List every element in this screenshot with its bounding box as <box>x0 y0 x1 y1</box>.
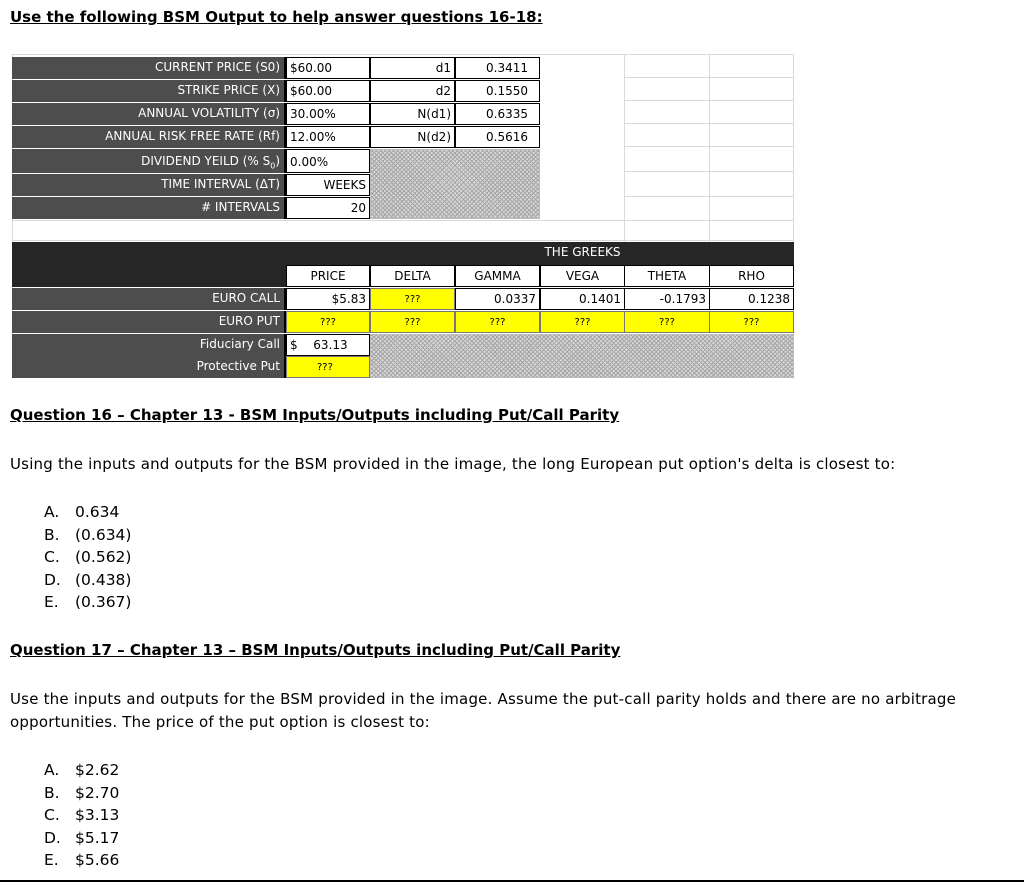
q16-heading: Question 16 – Chapter 13 - BSM Inputs/Outputs including Put/Call Parity <box>10 406 620 424</box>
euro-call-delta: ??? <box>370 288 455 310</box>
euro-call-vega: 0.1401 <box>540 288 625 310</box>
col-header-gamma: GAMMA <box>455 265 540 287</box>
protective-put-value: ??? <box>286 356 370 378</box>
greeks-header-bar <box>12 242 794 265</box>
q17-option-a[interactable]: A. $2.62 <box>44 761 120 779</box>
euro-put-rho: ??? <box>709 311 794 333</box>
row-label-euro-call: EURO CALL <box>12 288 286 310</box>
euro-call-rho: 0.1238 <box>709 288 794 310</box>
col-header-theta: THETA <box>624 265 710 287</box>
q16-option-e[interactable]: E. (0.367) <box>44 593 132 611</box>
q16-option-c[interactable]: C. (0.562) <box>44 548 132 566</box>
fiduciary-call-amount: 63.13 <box>313 338 348 352</box>
greeks-title: THE GREEKS <box>540 242 625 265</box>
input-label-risk-free-rate: ANNUAL RISK FREE RATE (Rf) <box>12 126 286 148</box>
q17-option-b[interactable]: B. $2.70 <box>44 783 120 802</box>
q16-options <box>44 501 131 614</box>
greeks-hatched-cells <box>370 334 794 378</box>
euro-put-delta: ??? <box>370 311 455 333</box>
q17-option-c[interactable]: C. $3.13 <box>44 806 120 824</box>
euro-call-gamma: 0.0337 <box>455 288 540 310</box>
input-value-strike-price: $60.00 <box>286 80 370 102</box>
input-label-time-interval: TIME INTERVAL (ΔT) <box>12 174 286 196</box>
input-value-current-price: $60.00 <box>286 57 370 79</box>
input-value-time-interval: WEEKS <box>286 174 370 196</box>
calc-value-nd2: 0.5616 <box>455 126 540 148</box>
q17-heading: Question 17 – Chapter 13 – BSM Inputs/Outputs including Put/Call Parity <box>10 641 621 659</box>
euro-put-price: ??? <box>286 311 370 333</box>
input-label-volatility: ANNUAL VOLATILITY (σ) <box>12 103 286 125</box>
input-value-dividend-yield: 0.00% <box>286 149 370 173</box>
calc-label-nd2: N(d2) <box>370 126 455 148</box>
q16-option-a[interactable]: A. 0.634 <box>44 503 120 521</box>
euro-put-vega: ??? <box>540 311 625 333</box>
bsm-output-spreadsheet <box>0 0 1024 400</box>
fiduciary-call-currency: $ <box>290 338 298 352</box>
q16-option-d[interactable]: D. (0.438) <box>44 570 132 589</box>
q17-option-e[interactable]: E. $5.66 <box>44 851 120 869</box>
calc-label-nd1: N(d1) <box>370 103 455 125</box>
euro-put-gamma: ??? <box>455 311 540 333</box>
q17-text: Use the inputs and outputs for the BSM provided in the image. Assume the put-call parity holds and there are no arbitrage opportunities. The price of the put option is closest to: <box>10 690 957 731</box>
input-label-dividend-yield: DIVIDEND YEILD (% $S_0$) <box>12 149 286 173</box>
q16-option-b[interactable]: B. (0.634) <box>44 525 132 544</box>
calc-label-d2: d2 <box>370 80 455 102</box>
intro-heading: Use the following BSM Output to help answer questions 16-18: <box>10 8 543 26</box>
col-header-delta: DELTA <box>370 265 455 287</box>
q16-text: Using the inputs and outputs for the BSM provided in the image, the long European put option's delta is closest to: <box>10 455 896 473</box>
col-header-price: PRICE <box>286 265 370 287</box>
input-label-strike-price: STRIKE PRICE (X) <box>12 80 286 102</box>
fiduciary-call-value <box>286 334 370 356</box>
input-value-risk-free-rate: 12.00% <box>286 126 370 148</box>
row-label-protective-put: Protective Put <box>12 356 286 378</box>
col-header-vega: VEGA <box>540 265 625 287</box>
euro-call-price: $5.83 <box>286 288 370 310</box>
q17-option-d[interactable]: D. $5.17 <box>44 828 120 847</box>
input-value-volatility: 30.00% <box>286 103 370 125</box>
euro-call-theta: -0.1793 <box>624 288 710 310</box>
input-label-current-price: CURRENT PRICE (S0) <box>12 57 286 79</box>
calc-value-d2: 0.1550 <box>455 80 540 102</box>
calc-value-nd1: 0.6335 <box>455 103 540 125</box>
hatched-cells <box>370 149 540 219</box>
greeks-row-label-blank <box>12 265 286 287</box>
col-header-rho: RHO <box>709 265 794 287</box>
row-label-euro-put: EURO PUT <box>12 311 286 333</box>
input-value-intervals: 20 <box>286 197 370 219</box>
euro-put-theta: ??? <box>624 311 710 333</box>
input-label-intervals: # INTERVALS <box>12 197 286 219</box>
calc-label-d1: d1 <box>370 57 455 79</box>
bottom-divider <box>0 880 1024 882</box>
calc-value-d1: 0.3411 <box>455 57 540 79</box>
row-label-fiduciary-call: Fiduciary Call <box>12 334 286 356</box>
q17-options <box>44 759 119 872</box>
